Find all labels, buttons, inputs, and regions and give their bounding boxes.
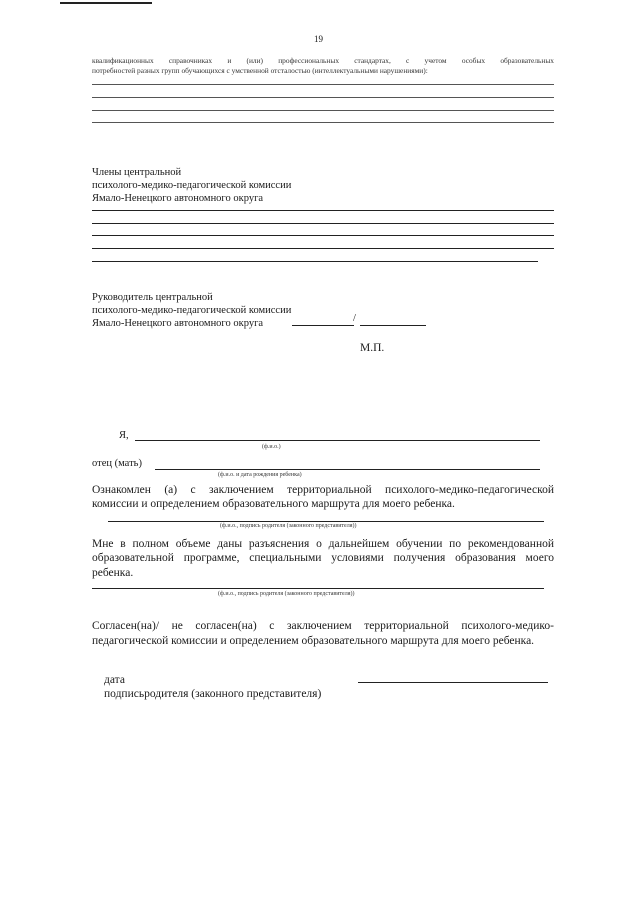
scan-artifact-line <box>60 2 152 4</box>
signature-label: подписьродителя (законного представителя) <box>104 688 322 700</box>
date-label: дата <box>104 674 125 686</box>
ya-label: Я, <box>119 430 129 441</box>
members-title-line: Ямало-Ненецкого автономного округа <box>92 193 264 204</box>
acquainted-signature-line <box>108 521 544 522</box>
fio-line <box>135 440 540 441</box>
acquainted-text-line: Ознакомлен (а) с заключением территориальной психолого-медико-педагогической <box>92 484 554 496</box>
members-title-line: Члены центральной <box>92 167 182 178</box>
blank-line <box>92 235 554 236</box>
blank-line <box>92 223 554 224</box>
explained-text-line: ребенка. <box>92 567 134 579</box>
blank-line <box>92 248 554 249</box>
signature-separator: / <box>353 313 356 324</box>
page-number: 19 <box>314 34 323 44</box>
blank-line <box>92 110 554 111</box>
explained-text-line: образовательной программе, специальными условиями получения образования моего <box>92 552 554 564</box>
explained-text-line: Мне в полном объеме даны разъяснения о дальнейшем обучении по рекомендованной <box>92 538 554 550</box>
blank-line <box>92 261 538 262</box>
stamp-label: М.П. <box>360 342 385 354</box>
blank-line <box>92 122 554 123</box>
members-title-line: психолого-медико-педагогической комиссии <box>92 180 292 191</box>
name-line <box>360 325 426 326</box>
intro-text-line: квалификационных справочниках и (или) профессиональных стандартах, с учетом особых образовательных <box>92 56 554 65</box>
acquainted-caption: (ф.и.о., подпись родителя (законного представителя)) <box>220 523 357 529</box>
head-title-line: психолого-медико-педагогической комиссии <box>92 305 292 316</box>
intro-text-line: потребностей разных групп обучающихся с умственной отсталостью (интеллектуальными нарушениями): <box>92 66 428 75</box>
agreement-text-line: Согласен(на)/ не согласен(на) с заключением территориальной психолого-медико- <box>92 620 554 632</box>
fio-caption: (ф.и.о.) <box>262 444 281 450</box>
explained-signature-line <box>92 588 544 589</box>
blank-line <box>92 84 554 85</box>
acquainted-text-line: комиссии и определением образовательного маршрута для моего ребенка. <box>92 498 455 510</box>
child-fio-line <box>155 469 540 470</box>
blank-line <box>92 97 554 98</box>
date-line <box>358 682 548 683</box>
child-fio-caption: (ф.и.о. и дата рождения ребенка) <box>218 472 302 478</box>
signature-line <box>292 325 354 326</box>
explained-caption: (ф.и.о., подпись родителя (законного представителя)) <box>218 591 355 597</box>
agreement-text-line: педагогической комиссии и определением образовательного маршрута для моего ребенка. <box>92 635 535 647</box>
father-mother-label: отец (мать) <box>92 458 142 469</box>
head-title-line: Ямало-Ненецкого автономного округа <box>92 318 264 329</box>
head-title-line: Руководитель центральной <box>92 292 213 303</box>
blank-line <box>92 210 554 211</box>
